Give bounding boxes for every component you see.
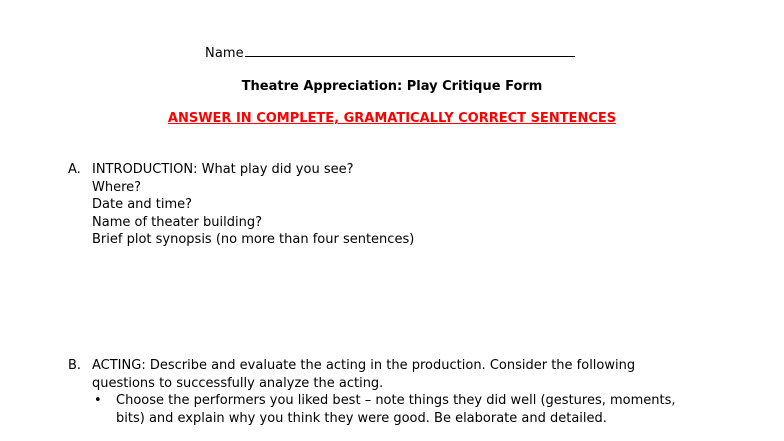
form-title-text: Theatre Appreciation: Play Critique Form	[241, 79, 543, 94]
section-a-line: Brief plot synopsis (no more than four sentences)	[92, 232, 415, 247]
section-a-body	[92, 161, 748, 249]
bullet-line: Choose the performers you liked best – note things they did well (gestures, moments,	[116, 393, 676, 408]
bullet-text	[116, 392, 748, 427]
section-a-line: INTRODUCTION: What play did you see?	[92, 162, 354, 177]
bullet-icon: •	[94, 393, 102, 408]
section-b-bullet-item	[92, 392, 748, 427]
section-b-line: questions to successfully analyze the acting.	[92, 375, 384, 391]
name-field	[205, 44, 575, 61]
section-b-body	[92, 357, 748, 392]
section-a-line: Name of theater building?	[92, 214, 262, 230]
instruction-text: ANSWER IN COMPLETE, GRAMATICALLY CORRECT SENTENCES	[167, 111, 617, 126]
form-title	[0, 79, 784, 94]
section-b-marker: B.	[68, 358, 82, 373]
name-label: Name	[205, 46, 244, 61]
name-blank-line	[245, 44, 575, 57]
section-a-line: Date and time?	[92, 197, 193, 212]
bullet-line: bits) and explain why you think they were good. Be elaborate and detailed.	[116, 410, 607, 426]
section-b-line: ACTING: Describe and evaluate the acting in the production. Consider the following	[92, 358, 636, 373]
section-a-marker: A.	[68, 162, 81, 177]
section-a	[68, 161, 748, 249]
section-b	[68, 357, 748, 427]
section-a-line: Where?	[92, 179, 142, 195]
instruction-warning	[0, 111, 784, 126]
